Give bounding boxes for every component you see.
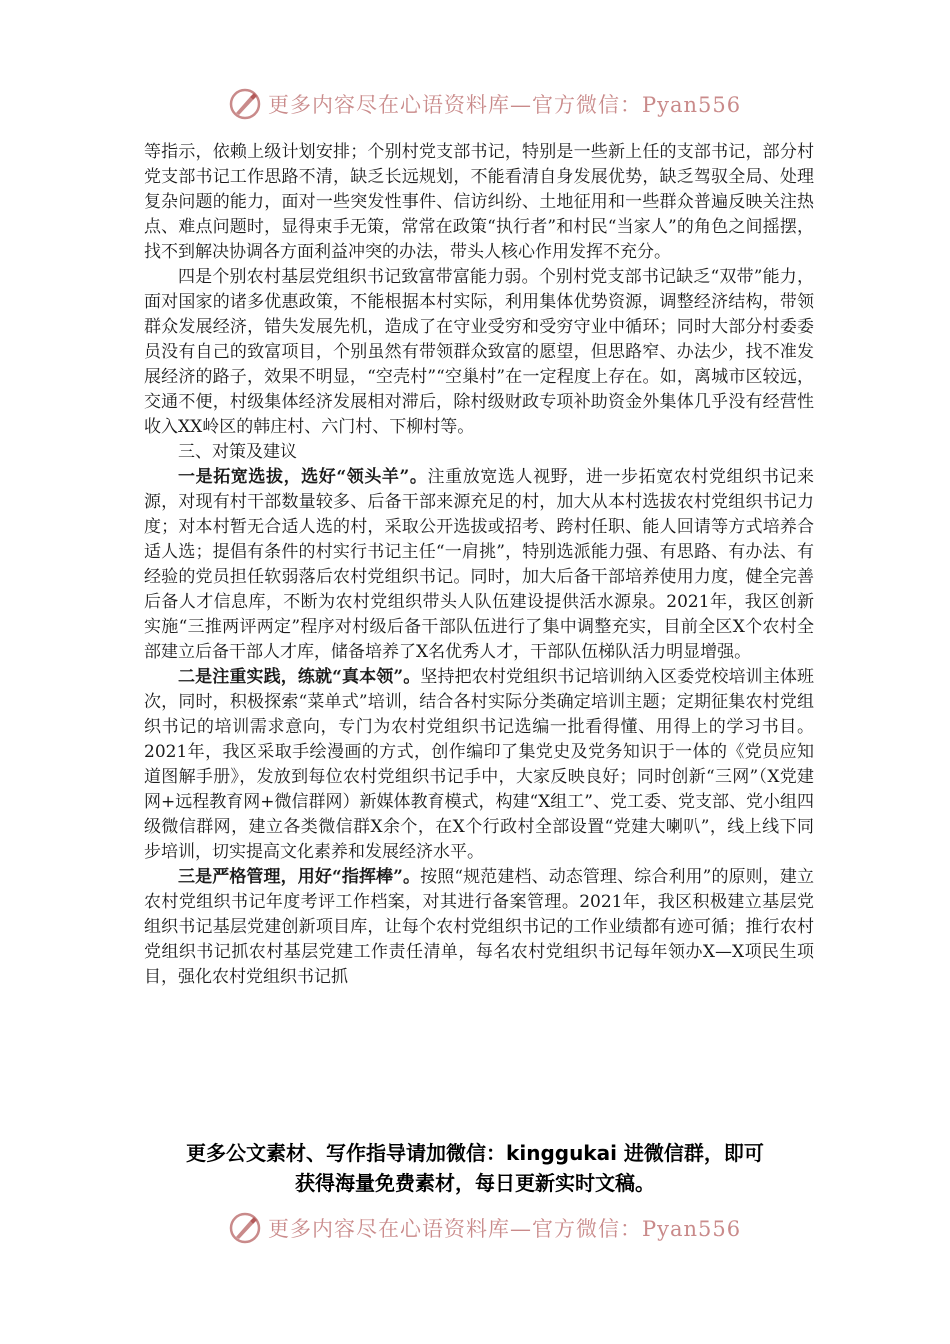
promo-line: 更多公文素材、写作指导请加微信：kinggukai 进微信群，即可 bbox=[186, 1141, 764, 1165]
paragraph-text: 坚持把农村党组织书记培训纳入区委党校培训主体班次，同时，积极探索“菜单式”培训，结合各村实际分类确定培训主题；定期征集农村党组织书记的培训需求意向，专门为农村党组织书记选编一批看得懂、用得上的学习书目。2021年，我区采取手绘漫画的方式，创作编印了集党史及党务知识于一体的《党员应知道图解手册》，发放到每位农村党组织书记手中，大家反映良好；同时创新“三网”（X党建网+远程教育网+微信群网）新媒体教育模式，构建“X组工”、党工委、党支部、党小组四级微信群网，建立各类微信群X余个，在X个行政村全部设置“党建大喇叭”，线上线下同步培训，切实提高文化素养和发展经济水平。 bbox=[144, 667, 814, 862]
promo-notice bbox=[130, 1138, 820, 1198]
paragraph-text: 按照“规范建档、动态管理、综合利用”的原则，建立农村党组织书记年度考评工作档案，对其进行备案管理。2021年，我区积极建立基层党组织书记基层党建创新项目库，让每个农村党组织书记的工作业绩都有迹可循；推行农村党组织书记抓农村基层党建工作责任清单，每名农村党组织书记每年领办X—X项民生项目，强化农村党组织书记抓 bbox=[144, 867, 814, 987]
pen-logo-icon bbox=[228, 87, 262, 121]
promo-line: 获得海量免费素材，每日更新实时文稿。 bbox=[295, 1171, 655, 1195]
paragraph-lead: 三是严格管理，用好“指挥棒”。 bbox=[178, 867, 421, 887]
pen-logo-icon bbox=[228, 1211, 262, 1245]
paragraph bbox=[144, 665, 814, 865]
paragraph: 等指示，依赖上级计划安排；个别村党支部书记，特别是一些新上任的支部书记，部分村党支部书记工作思路不清，缺乏长远规划，不能看清自身发展优势，缺乏驾驭全局、处理复杂问题的能力，面对一些突发性事件、信访纠纷、土地征用和一些群众普遍反映关注热点、难点问题时，显得束手无策，常常在政策“执行者”和村民“当家人”的角色之间摇摆，找不到解决协调各方面利益冲突的办法，带头人核心作用发挥不充分。 bbox=[144, 142, 814, 262]
paragraph-text: 注重放宽选人视野，进一步拓宽农村党组织书记来源，对现有村干部数量较多、后备干部来源充足的村，加大从本村选拔农村党组织书记力度；对本村暂无合适人选的村，采取公开选拔或招考、跨村任职、能人回请等方式培养合适人选；提倡有条件的村实行书记主任“一肩挑”，特别选派能力强、有思路、有办法、有经验的党员担任软弱落后农村党组织书记。同时，加大后备干部培养使用力度，健全完善后备人才信息库，不断为农村党组织带头人队伍建设提供活水源泉。2021年，我区创新实施“三推两评两定”程序对村级后备干部队伍进行了集中调整充实，目前全区X个农村全部建立后备干部人才库，储备培养了X名优秀人才，干部队伍梯队活力明显增强。 bbox=[144, 467, 815, 662]
section-heading: 三、对策及建议 bbox=[178, 442, 297, 462]
paragraph-lead: 一是拓宽选拔，选好“领头羊”。 bbox=[178, 467, 428, 487]
footer-banner bbox=[228, 1210, 748, 1246]
paragraph bbox=[144, 465, 814, 665]
paragraph bbox=[144, 865, 814, 990]
paragraph: 四是个别农村基层党组织书记致富带富能力弱。个别村党支部书记缺乏“双带”能力，面对国家的诸多优惠政策，不能根据本村实际，利用集体优势资源，调整经济结构，带领群众发展经济，错失发展先机，造成了在守业受穷和受穷守业中循环；同时大部分村委委员没有自己的致富项目，个别虽然有带领群众致富的愿望，但思路窄、办法少，找不准发展经济的路子，效果不明显，“空壳村”“空巢村”在一定程度上存在。如，离城市区较远，交通不便，村级集体经济发展相对滞后，除村级财政专项补助资金外集体几乎没有经营性收入XX岭区的韩庄村、六门村、下柳村等。 bbox=[144, 267, 814, 437]
header-banner bbox=[228, 86, 748, 122]
footer-banner-text: 更多内容尽在心语资料库—官方微信：Pyan556 bbox=[268, 1217, 742, 1241]
document-body bbox=[144, 140, 814, 990]
paragraph-lead: 二是注重实践，练就“真本领”。 bbox=[178, 667, 421, 687]
header-banner-text: 更多内容尽在心语资料库—官方微信：Pyan556 bbox=[268, 93, 742, 117]
